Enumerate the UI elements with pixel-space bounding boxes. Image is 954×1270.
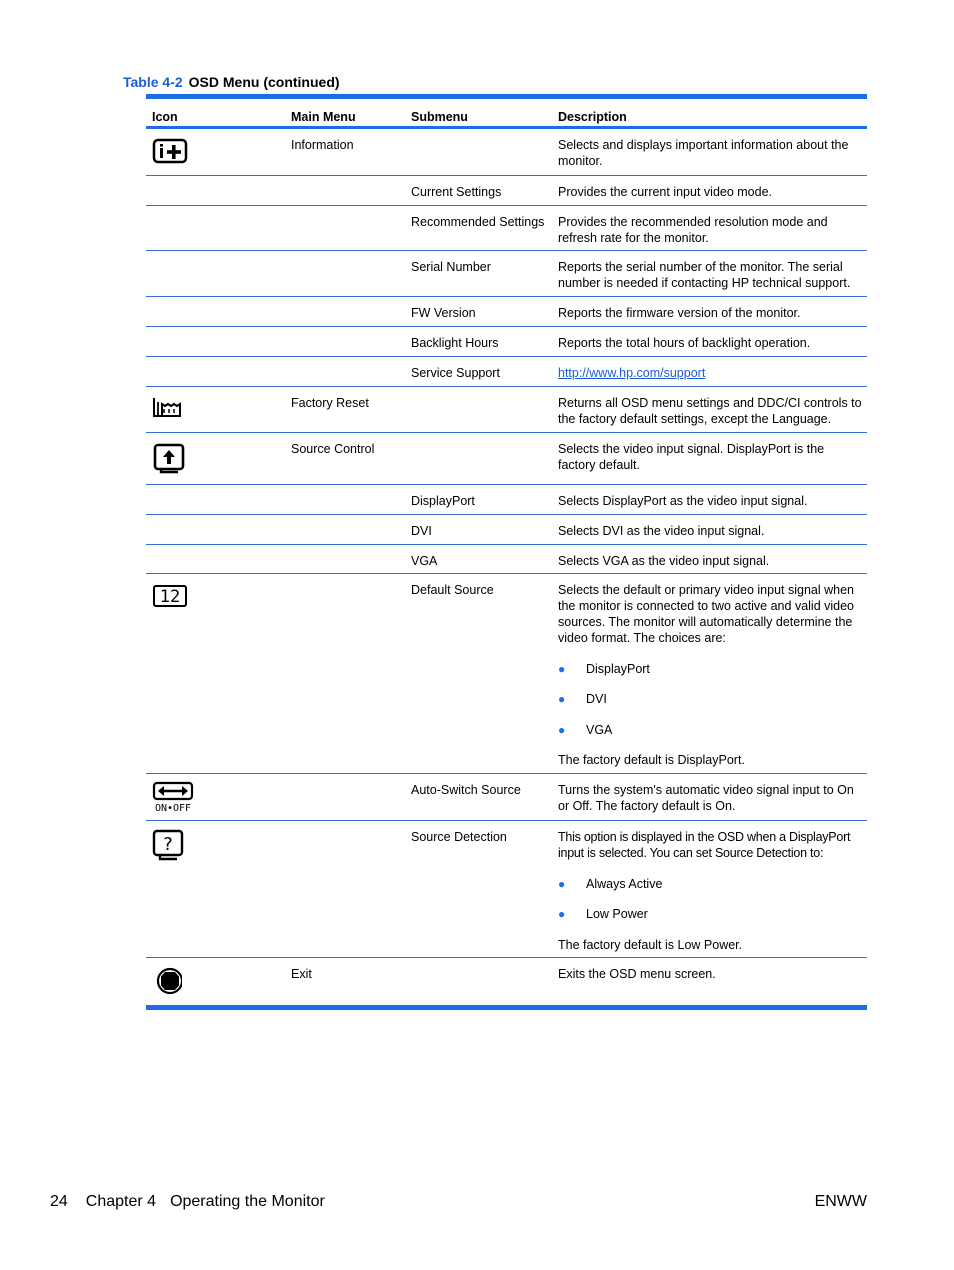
table-row xyxy=(146,485,867,515)
description-cell: Exits the OSD menu screen. xyxy=(558,967,716,981)
default-source-icon-text: 12 xyxy=(159,587,181,607)
auto-switch-icon xyxy=(152,781,194,813)
description-text: Selects the default or primary video input signal when the monitor is connected to two active and valid video sources. The monitor will automatically determine the video format. The choices are: xyxy=(558,583,855,645)
description-cell xyxy=(558,829,863,953)
submenu-cell: Current Settings xyxy=(411,185,502,199)
table-header-row xyxy=(146,99,867,126)
table-row xyxy=(146,545,867,574)
exit-icon xyxy=(152,967,182,997)
table-row xyxy=(146,297,867,327)
table-row xyxy=(146,129,867,176)
table-row xyxy=(146,574,867,774)
table-row xyxy=(146,357,867,387)
description-cell: Selects DisplayPort as the video input signal. xyxy=(558,494,808,508)
bullet-item xyxy=(558,691,863,707)
submenu-cell: Backlight Hours xyxy=(411,336,499,350)
description-cell: Selects VGA as the video input signal. xyxy=(558,554,770,568)
bullet-text: DisplayPort xyxy=(586,662,650,676)
submenu-cell: Recommended Settings xyxy=(411,215,545,229)
info-icon xyxy=(152,137,188,165)
description-cell: Selects DVI as the video input signal. xyxy=(558,524,765,538)
footer-chapter-title: Operating the Monitor xyxy=(170,1193,325,1210)
source-control-icon xyxy=(152,442,186,474)
submenu-cell: Auto-Switch Source xyxy=(411,783,521,797)
main-menu-cell: Exit xyxy=(291,967,312,981)
main-menu-cell: Source Control xyxy=(291,442,375,456)
source-detection-icon-text: ? xyxy=(163,834,173,855)
table-row xyxy=(146,206,867,251)
bullet-item xyxy=(558,661,863,677)
bullet-text: VGA xyxy=(586,723,613,737)
bullet-icon: ● xyxy=(558,723,566,737)
submenu-cell: Serial Number xyxy=(411,260,491,274)
table-number: Table 4-2 xyxy=(123,74,183,90)
description-cell: Selects and displays important information about the monitor. xyxy=(558,138,849,168)
main-menu-cell: Information xyxy=(291,138,354,152)
description-cell xyxy=(558,582,863,768)
osd-menu-table xyxy=(146,94,867,1010)
table-row xyxy=(146,176,867,206)
submenu-cell: VGA xyxy=(411,554,438,568)
description-footnote: The factory default is Low Power. xyxy=(558,938,743,952)
factory-reset-icon xyxy=(152,396,182,418)
description-cell: Reports the firmware version of the monitor. xyxy=(558,306,801,320)
bullet-text: Low Power xyxy=(586,907,648,921)
description-cell: Reports the serial number of the monitor. The serial number is needed if contacting HP technical support. xyxy=(558,260,851,290)
footer-chapter: Chapter 4 xyxy=(85,1193,157,1210)
description-footnote: The factory default is DisplayPort. xyxy=(558,753,745,767)
default-source-icon xyxy=(152,584,188,608)
header-icon: Icon xyxy=(152,110,178,124)
bullet-item xyxy=(558,906,863,922)
auto-switch-icon-text: ON•OFF xyxy=(154,803,192,813)
table-row xyxy=(146,958,867,1005)
submenu-cell: DVI xyxy=(411,524,432,538)
submenu-cell: Default Source xyxy=(411,583,494,597)
description-cell: Reports the total hours of backlight operation. xyxy=(558,336,811,350)
table-row xyxy=(146,515,867,545)
description-cell: Provides the current input video mode. xyxy=(558,185,773,199)
table-row xyxy=(146,251,867,297)
description-cell xyxy=(558,365,863,381)
header-main-menu: Main Menu xyxy=(291,110,356,124)
table-row xyxy=(146,774,867,821)
bullet-icon: ● xyxy=(558,692,566,706)
description-cell: Selects the video input signal. DisplayPort is the factory default. xyxy=(558,442,825,472)
description-cell: Returns all OSD menu settings and DDC/CI controls to the factory default settings, except the Language. xyxy=(558,396,862,426)
description-text: This option is displayed in the OSD when a DisplayPort input is selected. You can set Source Detection to: xyxy=(558,830,851,860)
page-footer-left xyxy=(50,1193,325,1211)
bullet-text: Always Active xyxy=(586,877,663,891)
bullet-icon: ● xyxy=(558,877,566,891)
bullet-icon: ● xyxy=(558,907,566,921)
description-cell: Turns the system's automatic video signal input to On or Off. The factory default is On. xyxy=(558,783,854,813)
table-row xyxy=(146,821,867,958)
table-title: OSD Menu (continued) xyxy=(188,74,340,90)
table-caption xyxy=(123,74,340,90)
submenu-cell: Service Support xyxy=(411,366,500,380)
table-row xyxy=(146,387,867,433)
submenu-cell: Source Detection xyxy=(411,830,507,844)
bullet-item xyxy=(558,722,863,738)
header-submenu: Submenu xyxy=(411,110,468,124)
bullet-item xyxy=(558,876,863,892)
page-number: 24 xyxy=(50,1193,68,1210)
table-row xyxy=(146,433,867,485)
header-description: Description xyxy=(558,110,627,124)
main-menu-cell: Factory Reset xyxy=(291,396,369,410)
submenu-cell: FW Version xyxy=(411,306,476,320)
table-row xyxy=(146,327,867,357)
bullet-text: DVI xyxy=(586,692,607,706)
page-footer-right: ENWW xyxy=(814,1193,867,1210)
bullet-icon: ● xyxy=(558,662,566,676)
submenu-cell: DisplayPort xyxy=(411,494,475,508)
source-detection-icon xyxy=(152,829,186,861)
table-bottom-rule xyxy=(146,1005,867,1010)
hp-support-link[interactable]: http://www.hp.com/support xyxy=(558,366,706,380)
description-cell: Provides the recommended resolution mode and refresh rate for the monitor. xyxy=(558,215,828,245)
